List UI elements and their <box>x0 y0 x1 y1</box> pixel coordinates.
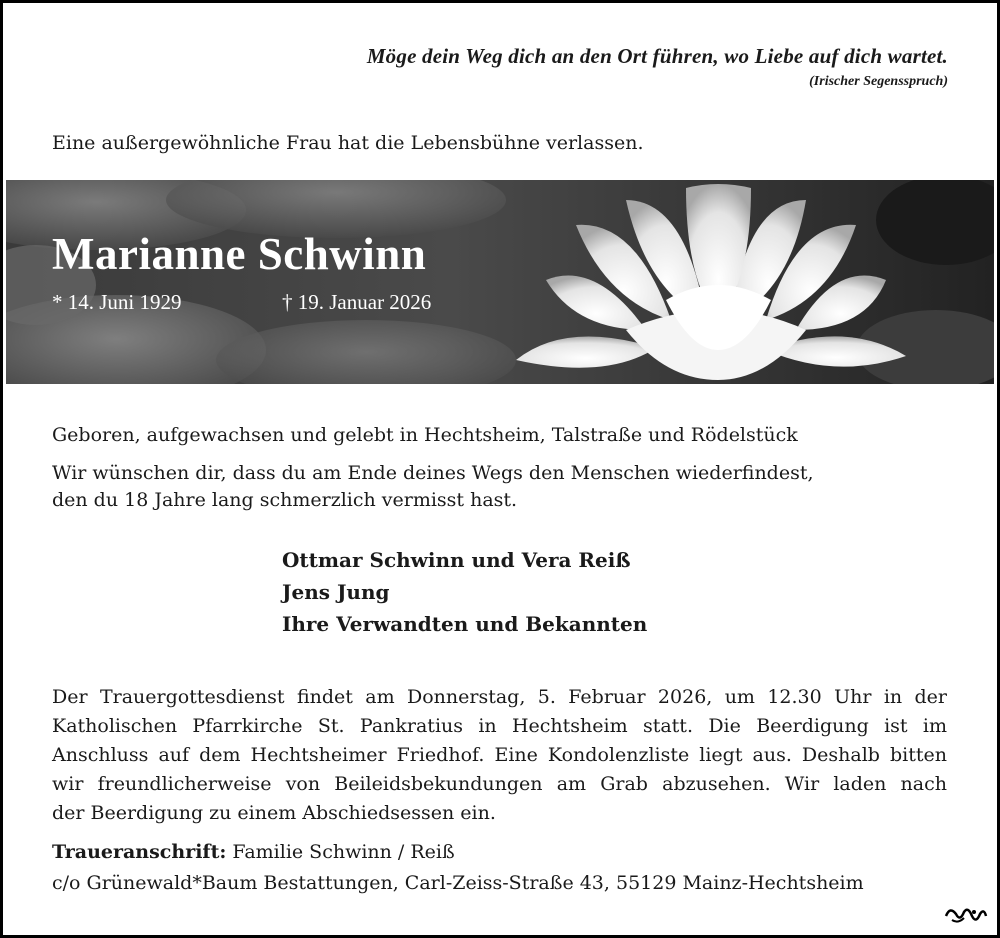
water-lily-photo <box>6 180 994 384</box>
publisher-logo-icon <box>944 904 988 930</box>
service-line: wir freundlicherweise von Beileidsbekundungen am Grab abzusehen. Wir laden nach <box>52 773 947 795</box>
mourner-name: Jens Jung <box>282 580 390 604</box>
birth-date: * 14. Juni 1929 <box>52 290 182 314</box>
biography-line: Geboren, aufgewachsen und gelebt in Hechtsheim, Talstraße und Rödelstück <box>52 424 798 446</box>
address-label: Traueranschrift: <box>52 841 227 863</box>
service-line: Katholischen Pfarrkirche St. Pankratius in Hechtsheim statt. Die Beerdigung ist im <box>52 715 947 737</box>
mourner-name: Ottmar Schwinn und Vera Reiß <box>282 548 631 572</box>
address-family: Familie Schwinn / Reiß <box>226 841 455 863</box>
deceased-name: Marianne Schwinn <box>52 229 427 279</box>
motto-quote: Möge dein Weg dich an den Ort führen, wo Liebe auf dich wartet. <box>366 44 948 68</box>
service-line: der Beerdigung zu einem Abschiedsessen ein. <box>52 802 496 824</box>
water-lily-banner <box>6 180 994 384</box>
service-information <box>52 683 947 828</box>
mourner-name: Ihre Verwandten und Bekannten <box>282 612 648 636</box>
service-line: Anschluss auf dem Hechtsheimer Friedhof. Eine Kondolenzliste liegt aus. Deshalb bitten <box>52 744 947 766</box>
mourning-address <box>52 837 864 899</box>
service-line: Der Trauergottesdienst findet am Donnerstag, 5. Februar 2026, um 12.30 Uhr in der <box>52 686 947 708</box>
intro-text: Eine außergewöhnliche Frau hat die Lebensbühne verlassen. <box>52 132 644 154</box>
death-date: † 19. Januar 2026 <box>282 290 432 314</box>
address-line-1 <box>52 837 864 868</box>
farewell-line-1: Wir wünschen dir, dass du am Ende deines Wegs den Menschen wiederfindest, <box>52 462 814 484</box>
address-line-2: c/o Grünewald*Baum Bestattungen, Carl-Zeiss-Straße 43, 55129 Mainz-Hechtsheim <box>52 872 864 894</box>
mourners-list <box>282 544 647 640</box>
motto-source: (Irischer Segensspruch) <box>809 74 948 89</box>
farewell-text <box>52 460 814 514</box>
farewell-line-2: den du 18 Jahre lang schmerzlich vermisst hast. <box>52 489 518 511</box>
